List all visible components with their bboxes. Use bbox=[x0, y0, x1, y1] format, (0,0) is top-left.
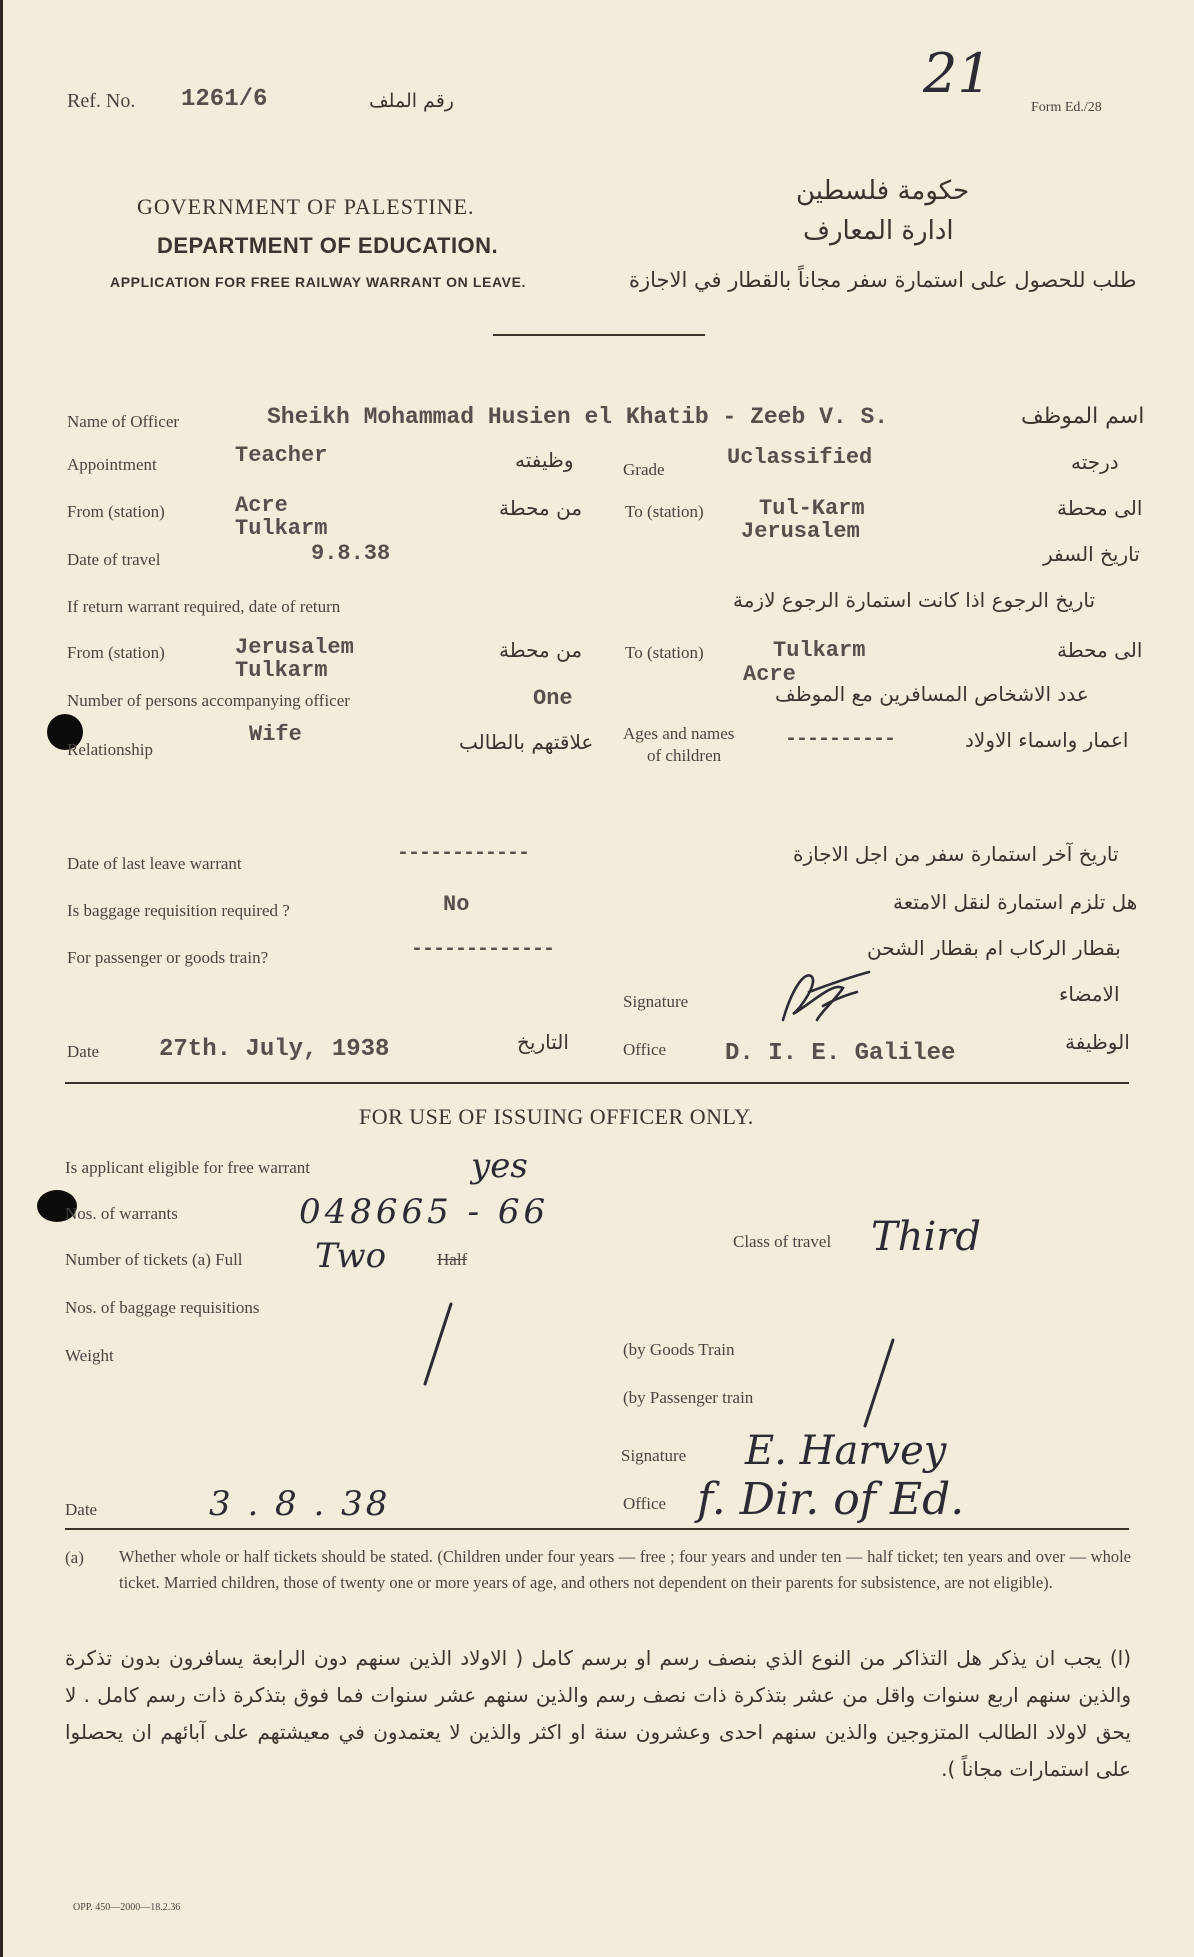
return-to-label: To (station) bbox=[625, 643, 704, 662]
children-label-ar: اعمار واسماء الاولاد bbox=[965, 728, 1129, 752]
note-ar: (ا) يجب ان يذكر هل التذاكر من النوع الذي بنصف رسم او برسم كامل ( الاولاد الذين سنهم دون الرابعة يسافرون بدون تذكرة والذين سنهم اربع سنوات واقل من عشر بتذكرة ذات نصف رسم والذين سنهم عشر سنوات فما فوق بتذكرة ذات رسم كامل . لا يحق لاولاد الطالب المتزوجين والذين سنهم احدى وعشرون سنة او اكثر والذين لا يعتمدون في معيشتهم على آبائهم ان يحصلوا على استمارات مجاناً ). bbox=[65, 1646, 1131, 1781]
tickets-half: Half bbox=[437, 1250, 468, 1269]
name-label: Name of Officer bbox=[67, 412, 180, 431]
date-of-travel-label: Date of travel bbox=[67, 550, 161, 569]
appointment-value: Teacher bbox=[235, 443, 328, 468]
issuing-date-value: 3 . 8 . 38 bbox=[209, 1484, 391, 1524]
title-divider bbox=[493, 334, 705, 336]
grade-label: Grade bbox=[623, 460, 665, 479]
weight-label: Weight bbox=[65, 1346, 114, 1365]
to-station-label: To (station) bbox=[625, 502, 704, 521]
baggage-requisitions-slash bbox=[415, 1300, 459, 1388]
train-type-value: ------------- bbox=[411, 938, 555, 961]
persons-label-ar: عدد الاشخاص المسافرين مع الموظف bbox=[775, 682, 1089, 706]
issuing-office-label: Office bbox=[623, 1494, 667, 1513]
weight-slash bbox=[855, 1336, 899, 1430]
note-en-marker: (a) bbox=[65, 1548, 84, 1567]
grade-value: Uclassified bbox=[727, 445, 873, 470]
issuing-heading: FOR USE OF ISSUING OFFICER ONLY. bbox=[359, 1104, 754, 1129]
relationship-value: Wife bbox=[249, 722, 302, 747]
applicant-signature-image bbox=[773, 962, 883, 1030]
return-from-1: Jerusalem bbox=[235, 635, 354, 660]
tickets-value: Two bbox=[315, 1236, 387, 1276]
issuing-office-value: f. Dir. of Ed. bbox=[697, 1474, 965, 1525]
to-station-1: Tul-Karm bbox=[759, 496, 865, 521]
printer-imprint: OPP. 450—2000—18.2.36 bbox=[73, 1902, 181, 1913]
form-purpose-ar: طلب للحصول على استمارة سفر مجاناً بالقطار في الاجازة bbox=[629, 268, 1137, 292]
return-to-label-ar: الى محطة bbox=[1057, 638, 1143, 662]
name-value: Sheikh Mohammad Husien el Khatib - Zeeb V. S. bbox=[267, 404, 889, 430]
grade-label-ar: درجته bbox=[1071, 450, 1119, 474]
return-date-label: If return warrant required, date of return bbox=[67, 597, 341, 616]
goods-train-label: (by Goods Train bbox=[623, 1340, 735, 1359]
train-type-label-ar: بقطار الركاب ام بقطار الشحن bbox=[867, 936, 1121, 960]
section-divider bbox=[65, 1082, 1129, 1084]
relationship-label-ar: علاقتهم بالطالب bbox=[459, 730, 594, 754]
ref-label-ar: رقم الملف bbox=[369, 90, 454, 112]
office-value: D. I. E. Galilee bbox=[725, 1040, 956, 1067]
return-to-2: Acre bbox=[743, 662, 796, 687]
train-type-label: For passenger or goods train? bbox=[67, 948, 269, 967]
persons-value: One bbox=[533, 686, 573, 711]
return-from-label: From (station) bbox=[67, 643, 165, 662]
page-number: 21 bbox=[923, 42, 992, 105]
return-date-label-ar: تاريخ الرجوع اذا كانت استمارة الرجوع لازمة bbox=[733, 588, 1096, 612]
children-value: ---------- bbox=[785, 728, 896, 751]
to-station-2: Jerusalem bbox=[741, 519, 860, 544]
passenger-train-label: (by Passenger train bbox=[623, 1388, 754, 1407]
issuing-signature-value: E. Harvey bbox=[745, 1428, 947, 1474]
date-value: 27th. July, 1938 bbox=[159, 1036, 390, 1063]
appointment-label-ar: وظيفته bbox=[515, 448, 574, 472]
persons-label: Number of persons accompanying officer bbox=[67, 691, 350, 710]
notes-divider bbox=[65, 1528, 1129, 1530]
date-label: Date bbox=[67, 1042, 100, 1061]
ref-value: 1261/6 bbox=[181, 86, 268, 113]
last-leave-value: ------------ bbox=[397, 842, 530, 865]
relationship-label: Relationship bbox=[67, 740, 153, 759]
children-label-2: of children bbox=[647, 746, 722, 765]
form-purpose: APPLICATION FOR FREE RAILWAY WARRANT ON LEAVE. bbox=[110, 274, 526, 290]
last-leave-label: Date of last leave warrant bbox=[67, 854, 242, 873]
baggage-required-value: No bbox=[443, 892, 470, 917]
class-of-travel-label: Class of travel bbox=[733, 1232, 832, 1251]
children-label-1: Ages and names bbox=[623, 724, 735, 743]
from-station-2: Tulkarm bbox=[235, 516, 328, 541]
issuing-signature-label: Signature bbox=[621, 1446, 687, 1465]
office-label-ar: الوظيفة bbox=[1065, 1030, 1130, 1054]
eligible-value: yes bbox=[471, 1146, 528, 1186]
name-label-ar: اسم الموظف bbox=[1021, 404, 1145, 429]
note-en: Whether whole or half tickets should be stated. (Children under four years — free ; four years and under ten — half ticket; ten years and over — whole ticket. Married children, those of twenty one or more years of age, and others not dependent on their parents for subsistence, are not eligible). bbox=[119, 1547, 1131, 1592]
government-title-ar: حكومة فلسطين bbox=[796, 176, 970, 206]
tickets-label: Number of tickets (a) Full bbox=[65, 1250, 243, 1269]
baggage-required-label: Is baggage requisition required ? bbox=[67, 901, 290, 920]
office-label: Office bbox=[623, 1040, 667, 1059]
appointment-label: Appointment bbox=[67, 455, 157, 474]
warrants-label: Nos. of warrants bbox=[65, 1204, 178, 1223]
to-station-label-ar: الى محطة bbox=[1057, 496, 1143, 520]
warrants-value: 048665 - 66 bbox=[299, 1192, 550, 1232]
class-of-travel-value: Third bbox=[871, 1214, 981, 1260]
date-of-travel-value: 9.8.38 bbox=[311, 541, 391, 566]
government-title: GOVERNMENT OF PALESTINE. bbox=[137, 194, 475, 219]
from-station-label: From (station) bbox=[67, 502, 165, 521]
department-title: DEPARTMENT OF EDUCATION. bbox=[157, 233, 499, 258]
date-of-travel-label-ar: تاريخ السفر bbox=[1043, 542, 1140, 566]
form-id: Form Ed./28 bbox=[1031, 100, 1102, 115]
from-station-1: Acre bbox=[235, 493, 288, 518]
last-leave-label-ar: تاريخ آخر استمارة سفر من اجل الاجازة bbox=[793, 842, 1119, 866]
return-from-2: Tulkarm bbox=[235, 658, 328, 683]
department-title-ar: ادارة المعارف bbox=[803, 216, 954, 246]
baggage-requisitions-label: Nos. of baggage requisitions bbox=[65, 1298, 260, 1317]
from-station-label-ar: من محطة bbox=[499, 496, 583, 520]
issuing-date-label: Date bbox=[65, 1500, 98, 1519]
ref-label: Ref. No. bbox=[67, 90, 136, 112]
signature-label-ar: الامضاء bbox=[1059, 982, 1120, 1006]
return-from-label-ar: من محطة bbox=[499, 638, 583, 662]
eligible-label: Is applicant eligible for free warrant bbox=[65, 1158, 310, 1177]
date-label-ar: التاريخ bbox=[517, 1030, 569, 1054]
signature-label: Signature bbox=[623, 992, 689, 1011]
baggage-required-label-ar: هل تلزم استمارة لنقل الامتعة bbox=[893, 890, 1138, 914]
return-to-1: Tulkarm bbox=[773, 638, 866, 663]
